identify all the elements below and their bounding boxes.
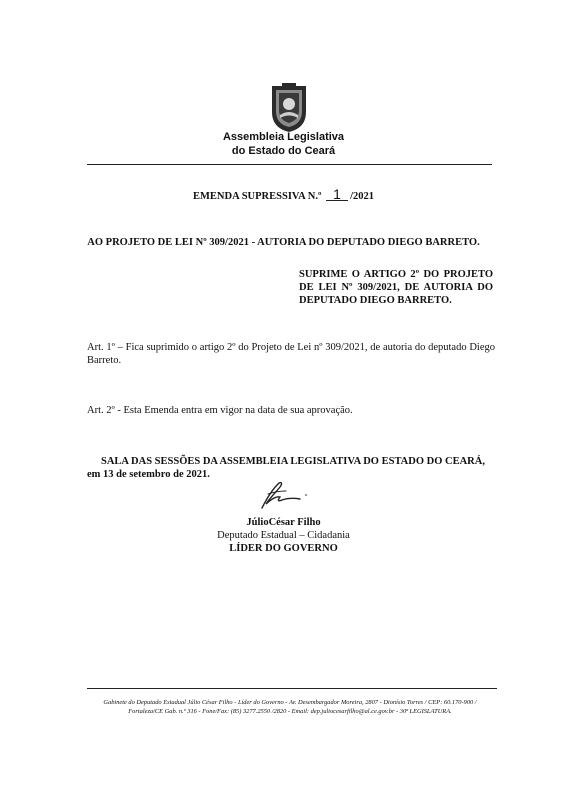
coat-of-arms-seal (268, 82, 310, 134)
signer-name: JúlioCésar Filho (246, 517, 321, 528)
signer-role: Deputado Estadual – Cidadania (217, 530, 350, 541)
footer-divider (87, 688, 497, 689)
ementa-summary: SUPRIME O ARTIGO 2º DO PROJETO DE LEI Nº 309/2021, DE AUTORIA DO DEPUTADO DIEGO BARRETO. (299, 269, 493, 306)
signer-title: LÍDER DO GOVERNO (229, 543, 338, 554)
project-reference: AO PROJETO DE LEI Nº 309/2021 - AUTORIA DO DEPUTADO DIEGO BARRETO. (87, 237, 480, 248)
article-1: Art. 1º – Fica suprimido o artigo 2º do Projeto de Lei nº 309/2021, de autoria do deputado Diego Barreto. (87, 342, 495, 366)
title-suffix: /2021 (350, 191, 374, 202)
footer-address-line-1: Gabinete do Deputado Estadual Júlio César Filho - Líder do Governo - Av. Desembargador Moreira, 2807 - Dionísio Torres / CEP: 60.170-900 / (103, 699, 477, 706)
amendment-number: 1 (326, 188, 348, 201)
document-title (0, 188, 567, 202)
footer-address-line-2: Fortaleza/CE Gab. n.º 316 - Fone/Fax: (85) 3277.2550 /2820 - Email: dep.juliocesarfilho@al.ce.gov.br - 30ª LEGISLATURA. (128, 708, 452, 715)
closing-statement: SALA DAS SESSÕES DA ASSEMBLEIA LEGISLATIVA DO ESTADO DO CEARÁ, em 13 de setembro de 2021. (87, 456, 485, 480)
organization-name: Assembleia Legislativa (222, 131, 345, 143)
article-2: Art. 2º - Esta Emenda entra em vigor na data de sua aprovação. (87, 405, 353, 416)
title-prefix: EMENDA SUPRESSIVA N.º (193, 191, 322, 202)
header-divider (87, 164, 492, 165)
organization-subtitle: do Estado do Ceará (231, 145, 336, 157)
handwritten-signature (248, 478, 312, 512)
